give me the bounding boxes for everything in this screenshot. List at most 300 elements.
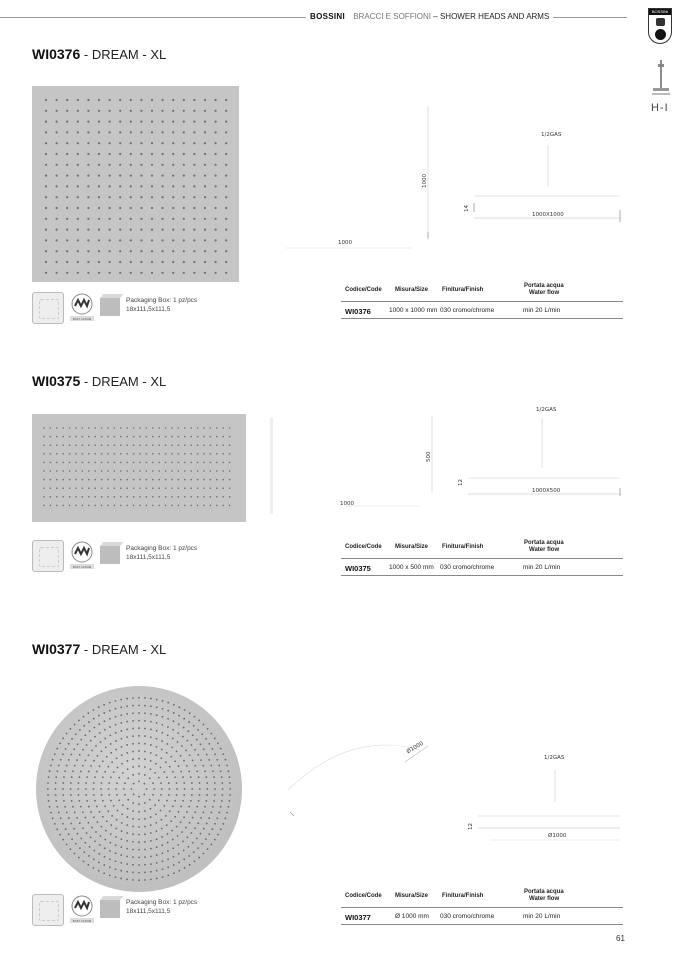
nozzle-dot: [119, 142, 121, 144]
nozzle-dot: [126, 840, 128, 842]
nozzle-dot: [64, 806, 66, 808]
nozzle-dot: [62, 839, 64, 841]
nozzle-dot: [50, 462, 52, 464]
nozzle-dot: [66, 844, 68, 846]
nozzle-dot: [126, 752, 128, 754]
nozzle-dot: [183, 272, 185, 274]
nozzle-dot: [62, 427, 64, 429]
nozzle-dot: [56, 175, 58, 177]
nozzle-dot: [56, 444, 58, 446]
nozzle-dot: [198, 800, 200, 802]
nozzle-dot: [107, 487, 109, 489]
nozzle-dot: [45, 239, 47, 241]
nozzle-dot: [215, 131, 217, 133]
nozzle-dot: [203, 724, 205, 726]
nozzle-dot: [75, 427, 77, 429]
nozzle-dot: [75, 843, 77, 845]
nozzle-dot: [150, 863, 152, 865]
nozzle-dot: [156, 738, 158, 740]
nozzle-dot: [105, 830, 107, 832]
nozzle-dot: [222, 753, 224, 755]
nozzle-dot: [167, 866, 169, 868]
nozzle-dot: [183, 816, 185, 818]
nozzle-dot: [115, 836, 117, 838]
nozzle-dot: [162, 207, 164, 209]
nozzle-dot: [225, 261, 227, 263]
nozzle-dot: [114, 496, 116, 498]
nozzle-dot: [99, 732, 101, 734]
nozzle-dot: [151, 196, 153, 198]
nozzle-dot: [120, 706, 122, 708]
nozzle-dot: [120, 699, 122, 701]
nozzle-dot: [62, 823, 64, 825]
nozzle-dot: [120, 722, 122, 724]
product-code: WI0375: [32, 373, 81, 389]
nozzle-dot: [88, 505, 90, 507]
nozzle-dot: [146, 479, 148, 481]
nozzle-dot: [222, 823, 224, 825]
nozzle-dot: [96, 806, 98, 808]
nozzle-dot: [172, 218, 174, 220]
nozzle-dot: [190, 832, 192, 834]
nozzle-dot: [229, 794, 231, 796]
nozzle-dot: [56, 770, 58, 772]
nozzle-dot: [150, 840, 152, 842]
nozzle-dot: [138, 758, 140, 760]
nozzle-dot: [156, 706, 158, 708]
nozzle-dot: [174, 800, 176, 802]
nozzle-dot: [215, 185, 217, 187]
nozzle-dot: [183, 850, 185, 852]
nozzle-dot: [152, 427, 154, 429]
nozzle-dot: [66, 110, 68, 112]
nozzle-dot: [204, 196, 206, 198]
nozzle-dot: [139, 436, 141, 438]
nozzle-dot: [162, 700, 164, 702]
nozzle-dot: [166, 752, 168, 754]
nozzle-dot: [190, 470, 192, 472]
nozzle-dot: [45, 121, 47, 123]
nozzle-dot: [98, 723, 100, 725]
nozzle-dot: [210, 479, 212, 481]
nozzle-dot: [161, 749, 163, 751]
nozzle-dot: [114, 436, 116, 438]
nozzle-dot: [119, 218, 121, 220]
nozzle-dot: [130, 250, 132, 252]
nozzle-dot: [210, 765, 212, 767]
nozzle-dot: [111, 761, 113, 763]
nozzle-dot: [120, 453, 122, 455]
nozzle-dot: [196, 837, 198, 839]
nozzle-dot: [98, 99, 100, 101]
nozzle-dot: [75, 733, 77, 735]
nozzle-dot: [126, 698, 128, 700]
nozzle-dot: [102, 760, 104, 762]
nozzle-dot: [78, 794, 80, 796]
nozzle-dot: [160, 810, 162, 812]
nozzle-dot: [87, 218, 89, 220]
spec-row: [341, 564, 623, 574]
dim-width-bottom: 1000: [340, 501, 354, 507]
nozzle-dot: [151, 142, 153, 144]
nozzle-dot: [60, 759, 62, 761]
nozzle-dot: [187, 846, 189, 848]
nozzle-dot: [90, 740, 92, 742]
nozzle-dot: [126, 705, 128, 707]
nozzle-dot: [178, 853, 180, 855]
nozzle-dot: [119, 229, 121, 231]
nozzle-dot: [177, 741, 179, 743]
nozzle-dot: [221, 776, 223, 778]
nozzle-dot: [144, 720, 146, 722]
nozzle-dot: [162, 164, 164, 166]
nozzle-dot: [120, 854, 122, 856]
nozzle-dot: [197, 453, 199, 455]
nozzle-dot: [88, 855, 90, 857]
nozzle-dot: [183, 110, 185, 112]
nozzle-dot: [229, 453, 231, 455]
nozzle-dot: [82, 496, 84, 498]
nozzle-dot: [43, 427, 45, 429]
nozzle-dot: [45, 229, 47, 231]
nozzle-dot: [56, 218, 58, 220]
nozzle-dot: [229, 505, 231, 507]
nozzle-dot: [109, 229, 111, 231]
nozzle-dot: [173, 704, 175, 706]
packaging-line1: Packaging Box: 1 pz/pcs: [126, 899, 198, 906]
nozzle-dot: [140, 153, 142, 155]
nozzle-dot: [172, 250, 174, 252]
nozzle-dot: [126, 816, 128, 818]
nozzle-dot: [197, 496, 199, 498]
nozzle-dot: [96, 771, 98, 773]
nozzle-dot: [162, 716, 164, 718]
nozzle-dot: [56, 479, 58, 481]
nozzle-dot: [174, 776, 176, 778]
nozzle-dot: [78, 720, 80, 722]
nozzle-dot: [173, 720, 175, 722]
nozzle-dot: [98, 715, 100, 717]
nozzle-dot: [132, 833, 134, 835]
nozzle-dot: [121, 830, 123, 832]
nozzle-dot: [133, 783, 135, 785]
nozzle-dot: [138, 834, 140, 836]
nozzle-dot: [144, 879, 146, 881]
nozzle-dot: [113, 805, 115, 807]
nozzle-dot: [189, 822, 191, 824]
nozzle-dot: [162, 250, 164, 252]
nozzle-dot: [66, 812, 68, 814]
nozzle-dot: [109, 121, 111, 123]
col-flow-it: Portata acqua: [524, 540, 564, 546]
nozzle-dot: [140, 121, 142, 123]
nozzle-dot: [101, 782, 103, 784]
nozzle-dot: [126, 855, 128, 857]
nozzle-dot: [75, 496, 77, 498]
nozzle-dot: [56, 196, 58, 198]
nozzle-dot: [87, 99, 89, 101]
nozzle-dot: [160, 757, 162, 759]
nozzle-dot: [193, 207, 195, 209]
technical-drawing: [270, 400, 630, 515]
product-photo-rect: [32, 414, 246, 522]
nozzle-dot: [63, 800, 65, 802]
nozzle-dot: [56, 261, 58, 263]
nozzle-dot: [79, 847, 81, 849]
nozzle-dot: [146, 487, 148, 489]
nozzle-dot: [56, 131, 58, 133]
nozzle-dot: [190, 505, 192, 507]
nozzle-dot: [83, 725, 85, 727]
nozzle-dot: [101, 470, 103, 472]
spec-rule-top: [341, 301, 623, 302]
nozzle-dot: [87, 121, 89, 123]
nozzle-dot: [77, 175, 79, 177]
nozzle-dot: [45, 110, 47, 112]
nozzle-dot: [188, 771, 190, 773]
nozzle-dot: [107, 444, 109, 446]
nozzle-dot: [120, 470, 122, 472]
cell-flow: min 20 L/min: [523, 913, 561, 920]
nozzle-dot: [151, 218, 153, 220]
nozzle-dot: [201, 843, 203, 845]
nozzle-dot: [99, 765, 101, 767]
nozzle-dot: [126, 713, 128, 715]
nozzle-dot: [70, 754, 72, 756]
nozzle-dot: [162, 99, 164, 101]
nozzle-dot: [87, 153, 89, 155]
nozzle-dot: [66, 99, 68, 101]
nozzle-dot: [126, 470, 128, 472]
nozzle-dot: [87, 142, 89, 144]
nozzle-dot: [77, 229, 79, 231]
nozzle-dot: [149, 777, 151, 779]
nozzle-dot: [64, 770, 66, 772]
nozzle-dot: [68, 817, 70, 819]
nozzle-dot: [152, 496, 154, 498]
brand-name: BOSSINI: [310, 12, 345, 21]
nozzle-dot: [101, 794, 103, 796]
nozzle-dot: [132, 871, 134, 873]
nozzle-dot: [190, 744, 192, 746]
nozzle-dot: [56, 453, 58, 455]
easy-clean-label: EASY CLEAN: [72, 919, 92, 923]
nozzle-dot: [139, 496, 141, 498]
nozzle-dot: [48, 776, 50, 778]
nozzle-dot: [130, 207, 132, 209]
nozzle-dot: [171, 444, 173, 446]
nozzle-dot: [138, 765, 140, 767]
nozzle-dot: [87, 131, 89, 133]
nozzle-dot: [180, 771, 182, 773]
nozzle-dot: [77, 788, 79, 790]
nozzle-dot: [56, 272, 58, 274]
nozzle-dot: [82, 505, 84, 507]
nozzle-dot: [193, 196, 195, 198]
nozzle-dot: [98, 175, 100, 177]
nozzle-dot: [190, 436, 192, 438]
nozzle-dot: [197, 754, 199, 756]
nozzle-dot: [204, 207, 206, 209]
product-code: WI0377: [32, 641, 81, 657]
nozzle-dot: [222, 462, 224, 464]
nozzle-dot: [154, 772, 156, 774]
nozzle-dot: [192, 817, 194, 819]
dim-gas: 1/2GAS: [541, 132, 562, 138]
nozzle-dot: [116, 757, 118, 759]
nozzle-dot: [62, 505, 64, 507]
nozzle-dot: [216, 444, 218, 446]
nozzle-dot: [114, 505, 116, 507]
cell-size: 1000 x 1000 mm: [389, 307, 438, 314]
nozzle-dot: [70, 782, 72, 784]
nozzle-dot: [193, 250, 195, 252]
nozzle-dot: [45, 261, 47, 263]
nozzle-dot: [140, 175, 142, 177]
nozzle-dot: [189, 712, 191, 714]
nozzle-dot: [56, 121, 58, 123]
nozzle-dot: [184, 444, 186, 446]
nozzle-dot: [188, 855, 190, 857]
nozzle-dot: [70, 848, 72, 850]
nozzle-dot: [119, 239, 121, 241]
nozzle-dot: [72, 770, 74, 772]
nozzle-dot: [99, 811, 101, 813]
nozzle-dot: [221, 782, 223, 784]
nozzle-dot: [152, 479, 154, 481]
nozzle-dot: [194, 716, 196, 718]
nozzle-dot: [55, 776, 57, 778]
nozzle-dot: [56, 99, 58, 101]
packaging-line2: 18x111,5x111,5: [126, 306, 171, 313]
nozzle-dot: [77, 131, 79, 133]
nozzle-dot: [120, 730, 122, 732]
nozzle-dot: [86, 832, 88, 834]
nozzle-dot: [88, 462, 90, 464]
nozzle-dot: [150, 871, 152, 873]
nozzle-dot: [161, 828, 163, 830]
nozzle-dot: [77, 110, 79, 112]
nozzle-dot: [126, 505, 128, 507]
nozzle-dot: [208, 817, 210, 819]
nozzle-dot: [151, 110, 153, 112]
nozzle-dot: [109, 842, 111, 844]
nozzle-dot: [138, 879, 140, 881]
nozzle-dot: [183, 175, 185, 177]
dim-gas: 1/2GAS: [536, 407, 557, 413]
product-title: [32, 46, 166, 62]
nozzle-dot: [62, 737, 64, 739]
nozzle-dot: [161, 844, 163, 846]
nozzle-dot: [115, 732, 117, 734]
nozzle-dot: [215, 250, 217, 252]
nozzle-dot: [144, 728, 146, 730]
page-header: [306, 12, 553, 21]
nozzle-dot: [162, 110, 164, 112]
nozzle-dot: [146, 505, 148, 507]
nozzle-dot: [132, 720, 134, 722]
nozzle-dot: [77, 239, 79, 241]
nozzle-dot: [144, 697, 146, 699]
nozzle-dot: [55, 782, 57, 784]
nozzle-dot: [43, 453, 45, 455]
nozzle-dot: [225, 229, 227, 231]
nozzle-dot: [115, 740, 117, 742]
nozzle-dot: [132, 856, 134, 858]
product-title: [32, 373, 166, 389]
nozzle-dot: [172, 771, 174, 773]
nozzle-dot: [109, 239, 111, 241]
nozzle-dot: [144, 758, 146, 760]
packaging-info: [32, 540, 232, 574]
nozzle-dot: [229, 470, 231, 472]
nozzle-dot: [203, 748, 205, 750]
col-code: Codice/Code: [345, 287, 382, 293]
dim-size: Ø1000: [548, 833, 567, 839]
dim-thickness: 14: [464, 205, 470, 212]
nozzle-dot: [166, 743, 168, 745]
nozzle-dot: [161, 724, 163, 726]
nozzle-dot: [162, 708, 164, 710]
nozzle-dot: [193, 142, 195, 144]
nozzle-dot: [133, 793, 135, 795]
nozzle-dot: [126, 444, 128, 446]
nozzle-dot: [172, 164, 174, 166]
nozzle-dot: [115, 708, 117, 710]
nozzle-dot: [154, 804, 156, 806]
nozzle-dot: [204, 806, 206, 808]
nozzle-dot: [103, 864, 105, 866]
nozzle-dot: [162, 239, 164, 241]
nozzle-dot: [191, 788, 193, 790]
nozzle-dot: [138, 705, 140, 707]
nozzle-dot: [56, 436, 58, 438]
nozzle-dot: [156, 722, 158, 724]
nozzle-dot: [88, 444, 90, 446]
nozzle-dot: [216, 817, 218, 819]
nozzle-dot: [119, 99, 121, 101]
nozzle-dot: [73, 748, 75, 750]
nozzle-dot: [191, 782, 193, 784]
nozzle-dot: [119, 164, 121, 166]
nozzle-dot: [82, 749, 84, 751]
nozzle-dot: [54, 823, 56, 825]
nozzle-dot: [94, 496, 96, 498]
nozzle-dot: [178, 470, 180, 472]
nozzle-dot: [98, 131, 100, 133]
nozzle-dot: [87, 864, 89, 866]
nozzle-dot: [98, 218, 100, 220]
nozzle-dot: [198, 776, 200, 778]
nozzle-dot: [66, 261, 68, 263]
nozzle-dot: [110, 743, 112, 745]
nozzle-dot: [56, 164, 58, 166]
nozzle-dot: [101, 444, 103, 446]
nozzle-dot: [204, 175, 206, 177]
nozzle-dot: [126, 736, 128, 738]
nozzle-dot: [158, 487, 160, 489]
cell-finish: 030 cromo/chrome: [440, 913, 495, 920]
nozzle-dot: [202, 811, 204, 813]
nozzle-dot: [88, 806, 90, 808]
nozzle-dot: [192, 842, 194, 844]
nozzle-dot: [138, 773, 140, 775]
logo-circle-icon: [655, 29, 666, 40]
nozzle-dot: [172, 121, 174, 123]
nozzle-dot: [133, 436, 135, 438]
nozzle-dot: [199, 782, 201, 784]
nozzle-dot: [98, 861, 100, 863]
